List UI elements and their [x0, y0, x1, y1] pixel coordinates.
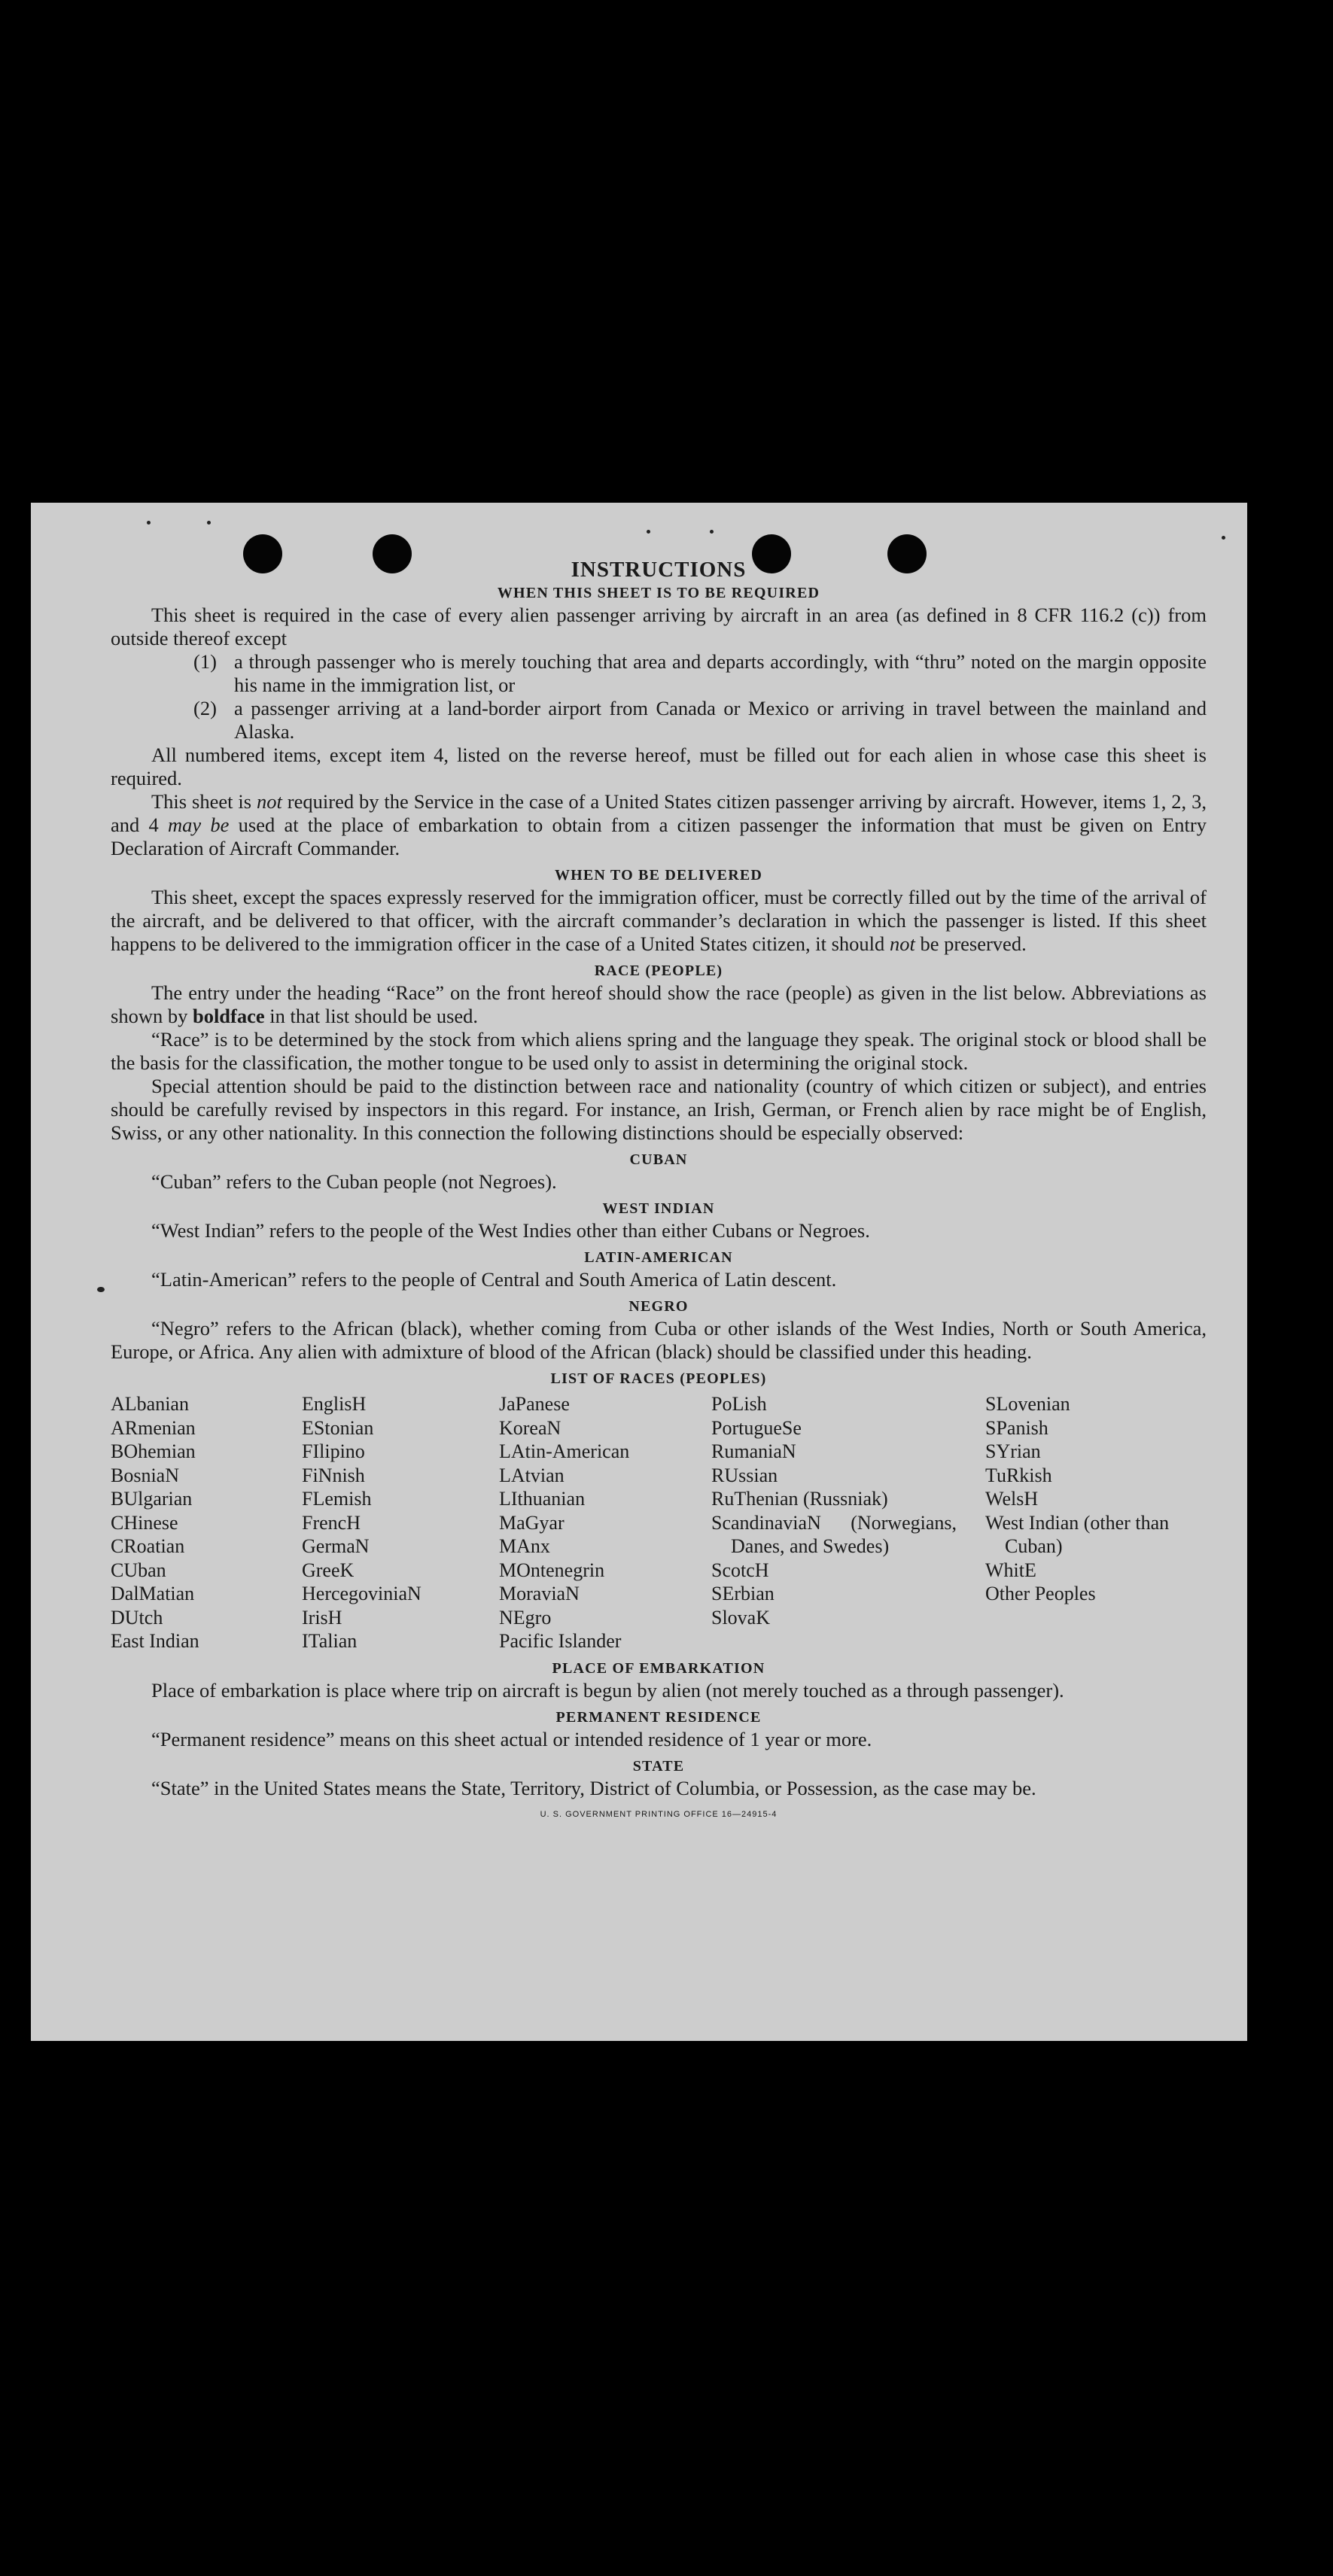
race-entry: LIthuanian [499, 1488, 586, 1510]
section-heading-residence: PERMANENT RESIDENCE [555, 1708, 762, 1726]
race-entry: WelsH [985, 1488, 1039, 1510]
race-entry: BosniaN [111, 1464, 179, 1486]
speck [207, 521, 211, 525]
race-column-1 [111, 1392, 302, 1653]
race-entry: ALbanian [111, 1393, 189, 1415]
race-entry: LAtvian [499, 1464, 565, 1486]
document-page [31, 503, 1247, 2041]
race-entry: SErbian [711, 1583, 775, 1604]
race-entry: EnglisH [302, 1393, 367, 1415]
instructions-content [111, 557, 1207, 1826]
exception-item-2 [111, 697, 1207, 744]
speck [97, 1287, 105, 1292]
race-entry: NEgro [499, 1606, 552, 1629]
race-entry: DalMatian [111, 1583, 195, 1604]
race-entry: HercegoviniaN [302, 1583, 422, 1604]
race-entry: RUssian [711, 1464, 778, 1486]
exception-item-1 [111, 650, 1207, 697]
race-entry: FrencH [302, 1511, 361, 1534]
race-entry: JaPanese [499, 1393, 570, 1415]
race-para1: The entry under the heading “Race” on the front hereof should show the race (people) as given in the list below. Abbreviations as shown by boldface in that list should be used. [111, 981, 1207, 1027]
race-list [111, 1392, 1207, 1653]
race-entry: ITalian [302, 1630, 358, 1652]
west-indian-text: “West Indian” refers to the people of the West Indies other than either Cubans or Negroes. [151, 1219, 870, 1242]
race-entry: LAtin-American [499, 1440, 630, 1462]
race-entry: SPanish [985, 1416, 1048, 1439]
race-entry: BUlgarian [111, 1488, 193, 1510]
race-entry: SYrian [985, 1440, 1041, 1462]
race-entry: ScandinaviaN (Norwegians, Danes, and Swedes) [711, 1511, 957, 1557]
race-entry: BOhemian [111, 1440, 196, 1462]
speck [147, 521, 151, 525]
race-column-2 [302, 1392, 499, 1653]
negro-text: “Negro” refers to the African (black), whether coming from Cuba or other islands of the West Indies, North or South America, Europe, or Africa. Any alien with admixture of blood of the African (black) should be classified under this heading. [111, 1317, 1207, 1363]
page-title: INSTRUCTIONS [571, 558, 747, 582]
race-entry: ScotcH [711, 1559, 769, 1581]
race-entry: GreeK [302, 1559, 355, 1581]
race-column-4 [711, 1392, 985, 1653]
item-number: (2) [193, 697, 217, 719]
race-entry: SLovenian [985, 1393, 1070, 1415]
section-heading-when-required: WHEN THIS SHEET IS TO BE REQUIRED [497, 585, 820, 601]
race-entry: DUtch [111, 1606, 163, 1629]
race-entry: FIlipino [302, 1440, 365, 1462]
item-text: a through passenger who is merely touching that area and departs accordingly, with “thru” noted on the margin opposite his name in the immigration list, or [234, 650, 1207, 696]
race-entry: KoreaN [499, 1416, 562, 1439]
section-heading-state: STATE [632, 1757, 685, 1775]
section-heading-latin-american: LATIN-AMERICAN [584, 1249, 733, 1266]
race-para2: “Race” is to be determined by the stock from which aliens spring and the language they speak. The original stock or blood shall be the basis for the classification, the mother tongue to be used only to assist in determining the original stock. [111, 1028, 1207, 1074]
race-entry: East Indian [111, 1630, 199, 1652]
when-required-para3: This sheet is not required by the Service in the case of a United States citizen passenger arriving by aircraft. However, items 1, 2, 3, and 4 may be used at the place of embarkation to obtain from a citizen passenger the information that must be given on Entry Declaration of Aircraft Commander. [111, 790, 1207, 859]
race-entry: CHinese [111, 1511, 178, 1534]
race-entry: RuThenian (Russniak) [711, 1488, 888, 1510]
race-entry: PortugueSe [711, 1416, 802, 1439]
race-entry: IrisH [302, 1606, 342, 1629]
section-heading-west-indian: WEST INDIAN [602, 1200, 715, 1217]
item-text: a passenger arriving at a land-border airport from Canada or Mexico or arriving in travel between the mainland and Alaska. [234, 697, 1207, 743]
latin-american-text: “Latin-American” refers to the people of Central and South America of Latin descent. [151, 1268, 837, 1291]
printer-imprint: U. S. GOVERNMENT PRINTING OFFICE 16—24915-4 [540, 1809, 778, 1819]
race-entry: MOntenegrin [499, 1559, 605, 1581]
speck [710, 530, 714, 534]
race-column-3 [499, 1392, 711, 1653]
section-heading-negro: NEGRO [628, 1298, 689, 1315]
speck [647, 530, 650, 534]
race-entry: CRoatian [111, 1535, 185, 1557]
when-delivered-text: This sheet, except the spaces expressly reserved for the immigration officer, must be correctly filled out by the time of the arrival of the aircraft, and be delivered to that officer, with the aircraft commander’s declaration in which the passenger is listed. If this sheet happens to be delivered to the immigration officer in the case of a United States citizen, it should not be preserved. [111, 886, 1207, 955]
section-heading-race-list: LIST OF RACES (PEOPLES) [550, 1370, 767, 1387]
speck [1222, 536, 1225, 540]
race-entry: RumaniaN [711, 1440, 796, 1462]
section-heading-embarkation: PLACE OF EMBARKATION [552, 1659, 765, 1677]
race-entry: EStonian [302, 1416, 374, 1439]
race-entry: WhitE [985, 1559, 1036, 1581]
race-entry: MaGyar [499, 1511, 565, 1534]
race-entry: FLemish [302, 1488, 372, 1510]
race-entry: FiNnish [302, 1464, 365, 1486]
item-number: (1) [193, 650, 217, 673]
race-entry: ARmenian [111, 1416, 196, 1439]
section-heading-when-delivered: WHEN TO BE DELIVERED [554, 867, 763, 884]
residence-text: “Permanent residence” means on this sheet actual or intended residence of 1 year or more. [151, 1727, 872, 1750]
embarkation-text: Place of embarkation is place where trip on aircraft is begun by alien (not merely touched as a through passenger). [151, 1678, 1064, 1702]
section-heading-cuban: CUBAN [629, 1151, 688, 1168]
race-entry: CUban [111, 1559, 166, 1581]
when-required-para2: All numbered items, except item 4, listed on the reverse hereof, must be filled out for each alien in whose case this sheet is required. [111, 744, 1207, 789]
state-text: “State” in the United States means the State, Territory, District of Columbia, or Possession, as the case may be. [151, 1776, 1036, 1799]
cuban-text: “Cuban” refers to the Cuban people (not Negroes). [151, 1170, 557, 1193]
race-entry: TuRkish [985, 1464, 1052, 1486]
race-entry: MAnx [499, 1535, 550, 1557]
race-entry: West Indian (other than Cuban) [985, 1511, 1170, 1557]
race-entry: GermaN [302, 1535, 370, 1557]
race-entry: MoraviaN [499, 1583, 580, 1604]
race-entry: Other Peoples [985, 1583, 1096, 1604]
section-heading-race: RACE (PEOPLE) [594, 963, 723, 979]
race-entry: Pacific Islander [499, 1630, 622, 1652]
race-entry: SlovaK [711, 1606, 770, 1629]
when-required-intro: This sheet is required in the case of every alien passenger arriving by aircraft in an area (as defined in 8 CFR 116.2 (c)) from outside thereof except [111, 604, 1207, 649]
race-entry: PoLish [711, 1393, 767, 1415]
race-para3: Special attention should be paid to the distinction between race and nationality (country of which citizen or subject), and entries should be carefully revised by inspectors in this regard. For instance, an Irish, German, or French alien by race might be of English, Swiss, or any other nationality. In this connection the following distinctions should be especially observed: [111, 1075, 1207, 1144]
race-column-5 [985, 1392, 1207, 1653]
